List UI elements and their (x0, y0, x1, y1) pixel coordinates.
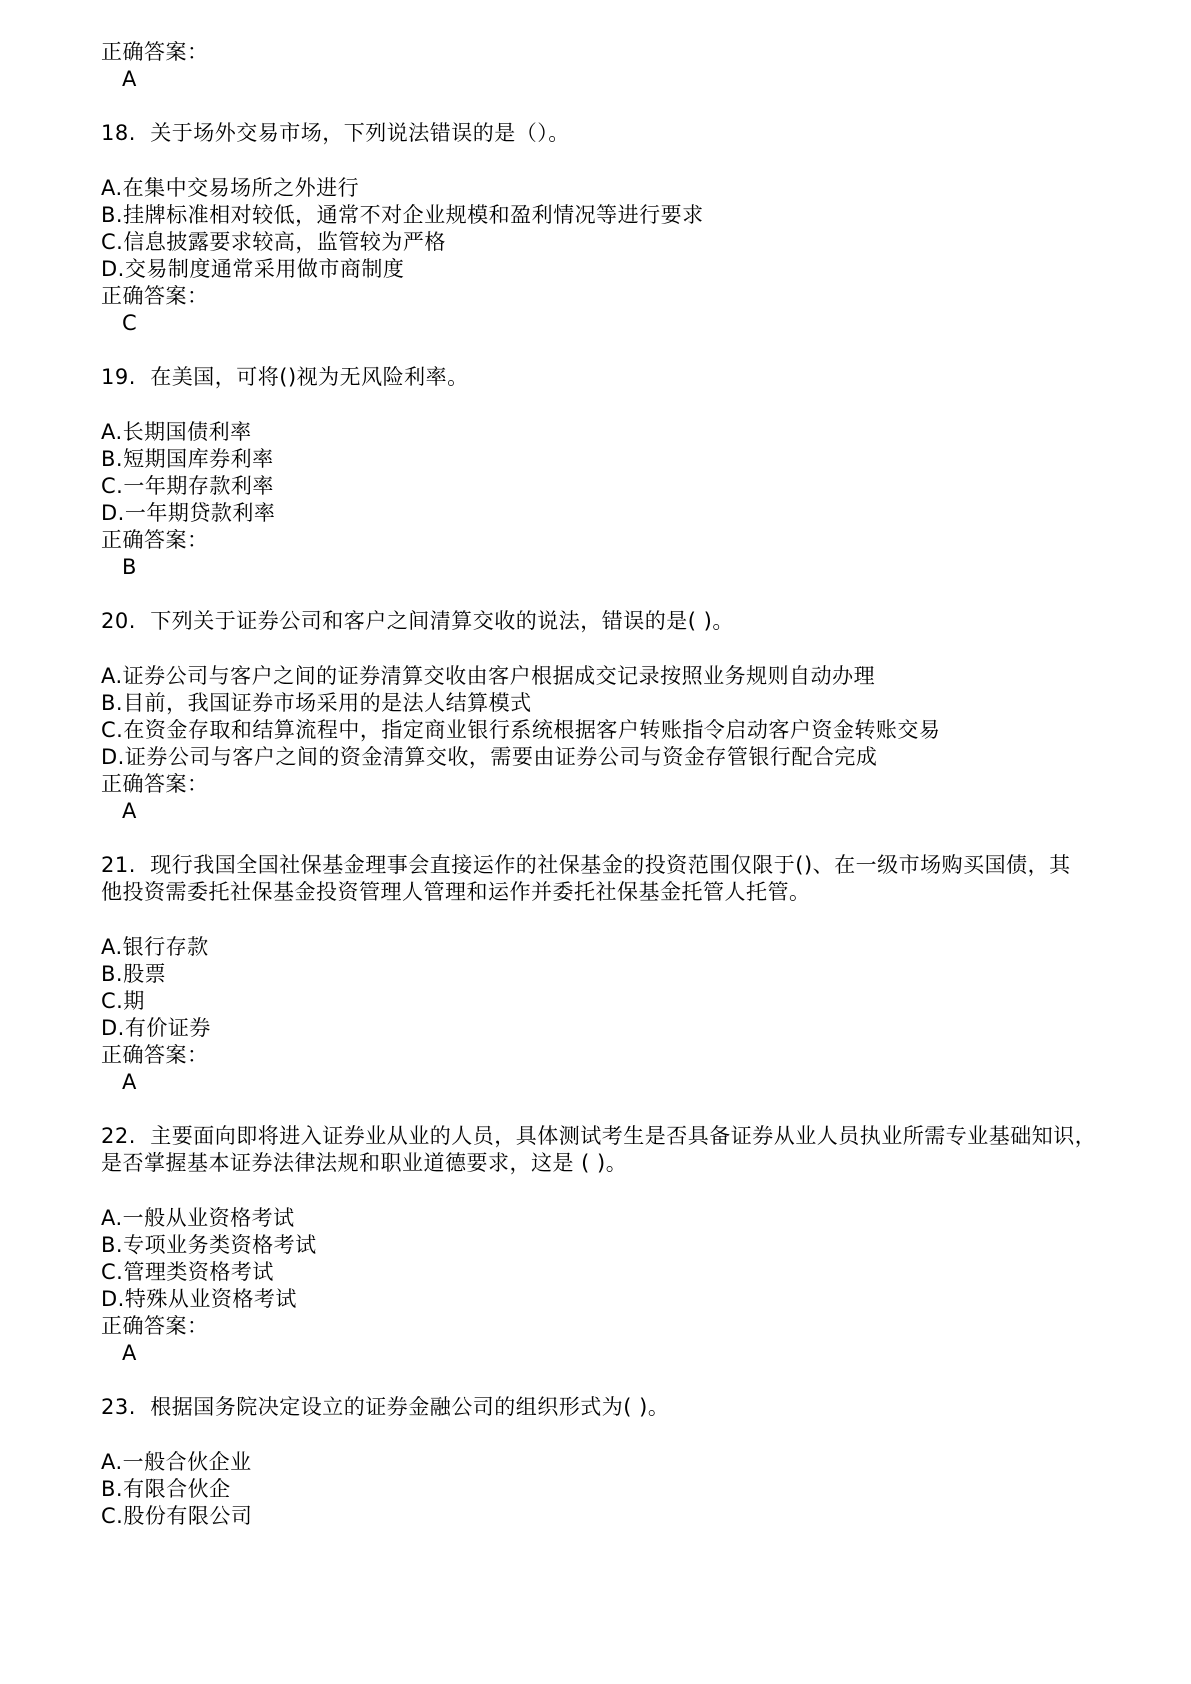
option-b: B.目前，我国证券市场采用的是法人结算模式 (101, 691, 532, 715)
option-c: C.一年期存款利率 (101, 474, 274, 498)
answer-label: 正确答案： (101, 40, 209, 64)
question-number: 23. (101, 1395, 136, 1419)
question-text: 下列关于证券公司和客户之间清算交收的说法，错误的是( )。 (150, 609, 734, 633)
option-b: B.短期国库券利率 (101, 447, 274, 471)
question-number: 19. (101, 365, 136, 389)
option-a: A.一般从业资格考试 (101, 1206, 295, 1230)
answer-value: B (122, 555, 137, 579)
question-20-stem (101, 607, 734, 635)
question-number: 18. (101, 121, 136, 145)
question-text: 根据国务院决定设立的证券金融公司的组织形式为( )。 (150, 1395, 670, 1419)
option-b: B.有限合伙企 (101, 1477, 231, 1501)
option-b: B.专项业务类资格考试 (101, 1233, 317, 1257)
question-21-stem (101, 851, 1071, 879)
option-a: A.在集中交易场所之外进行 (101, 176, 360, 200)
question-number: 22. (101, 1124, 136, 1148)
answer-label: 正确答案： (101, 284, 209, 308)
option-a: A.长期国债利率 (101, 420, 252, 444)
question-18-stem (101, 119, 570, 147)
option-d: D.有价证券 (101, 1016, 211, 1040)
option-c: C.信息披露要求较高，监管较为严格 (101, 230, 446, 254)
option-b: B.挂牌标准相对较低，通常不对企业规模和盈利情况等进行要求 (101, 203, 704, 227)
answer-value: C (122, 311, 138, 335)
option-c: C.期 (101, 989, 145, 1013)
question-22-stem (101, 1122, 1096, 1150)
option-b: B.股票 (101, 962, 167, 986)
answer-label: 正确答案： (101, 1314, 209, 1338)
option-d: D.证券公司与客户之间的资金清算交收，需要由证券公司与资金存管银行配合完成 (101, 745, 878, 769)
question-text-line1: 现行我国全国社保基金理事会直接运作的社保基金的投资范围仅限于()、在一级市场购买国债，其 (150, 853, 1071, 877)
answer-label: 正确答案： (101, 1043, 209, 1067)
question-number: 21. (101, 853, 136, 877)
answer-value: A (122, 1070, 137, 1094)
question-text: 关于场外交易市场，下列说法错误的是（）。 (150, 121, 570, 145)
question-text: 在美国，可将()视为无风险利率。 (150, 365, 469, 389)
option-a: A.证券公司与客户之间的证券清算交收由客户根据成交记录按照业务规则自动办理 (101, 664, 876, 688)
option-d: D.一年期贷款利率 (101, 501, 276, 525)
option-a: A.银行存款 (101, 935, 209, 959)
answer-value: A (122, 67, 137, 91)
question-number: 20. (101, 609, 136, 633)
answer-value: A (122, 799, 137, 823)
option-d: D.交易制度通常采用做市商制度 (101, 257, 405, 281)
question-23-stem (101, 1393, 669, 1421)
question-text-line1: 主要面向即将进入证券业从业的人员，具体测试考生是否具备证券从业人员执业所需专业基础知识， (150, 1124, 1097, 1148)
option-c: C.管理类资格考试 (101, 1260, 274, 1284)
answer-label: 正确答案： (101, 528, 209, 552)
option-d: D.特殊从业资格考试 (101, 1287, 297, 1311)
option-c: C.在资金存取和结算流程中，指定商业银行系统根据客户转账指令启动客户资金转账交易 (101, 718, 941, 742)
question-text-line2: 他投资需委托社保基金投资管理人管理和运作并委托社保基金托管人托管。 (101, 880, 811, 904)
option-a: A.一般合伙企业 (101, 1450, 252, 1474)
answer-value: A (122, 1341, 137, 1365)
option-c: C.股份有限公司 (101, 1504, 253, 1528)
answer-label: 正确答案： (101, 772, 209, 796)
question-text-line2: 是否掌握基本证券法律法规和职业道德要求，这是 ( )。 (101, 1151, 628, 1175)
question-19-stem (101, 363, 469, 391)
